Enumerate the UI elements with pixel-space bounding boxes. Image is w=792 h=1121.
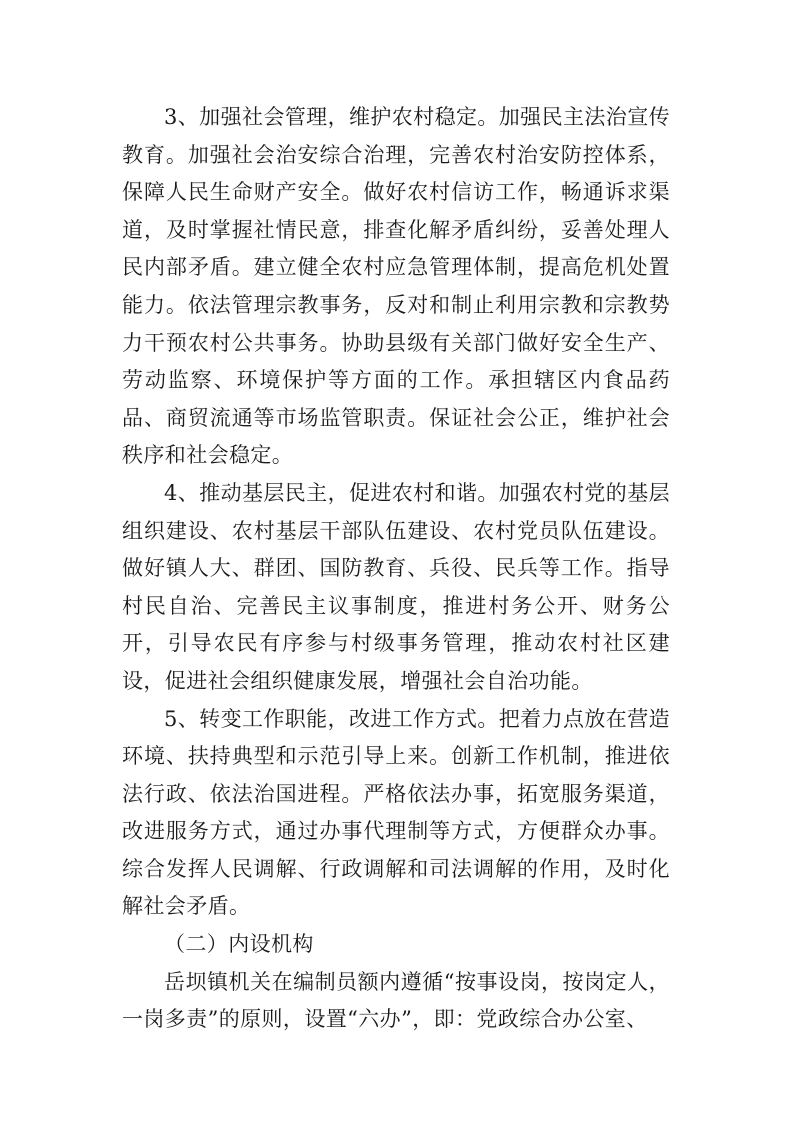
section-heading-internal-institutions: （二）内设机构 [164, 932, 314, 957]
paragraph-institution-setup: 岳坝镇机关在编制员额内遵循“按事设岗，按岗定人，一岗多责”的原则，设置“六办”，即：党政综合办公室、 [122, 969, 670, 1032]
paragraph-grassroots-democracy: 4、推动基层民主，促进农村和谐。加强农村党的基层组织建设、农村基层干部队伍建设、农村党员队伍建设。做好镇人大、群团、国防教育、兵役、民兵等工作。指导村民自治、完善民主议事制度，推进村务公开、财务公开，引导农民有序参与村级事务管理，推动农村社区建设，促进社会组织健康发展，增强社会自治功能。 [122, 480, 670, 693]
paragraph-social-management: 3、加强社会管理，维护农村稳定。加强民主法治宣传教育。加强社会治安综合治理，完善农村治安防控体系，保障人民生命财产安全。做好农村信访工作，畅通诉求渠道，及时掌握社情民意，排查化解矛盾纠纷，妥善处理人民内部矛盾。建立健全农村应急管理体制，提高危机处置能力。依法管理宗教事务，反对和制止利用宗教和宗教势力干预农村公共事务。协助县级有关部门做好安全生产、劳动监察、环境保护等方面的工作。承担辖区内食品药品、商贸流通等市场监管职责。保证社会公正，维护社会秩序和社会稳定。 [122, 105, 670, 468]
paragraph-work-functions: 5、转变工作职能，改进工作方式。把着力点放在营造环境、扶持典型和示范引导上来。创新工作机制，推进依法行政、依法治国进程。严格依法办事，拓宽服务渠道，改进服务方式，通过办事代理制等方式，方便群众办事。综合发挥人民调解、行政调解和司法调解的作用，及时化解社会矛盾。 [122, 706, 670, 919]
document-body [122, 99, 670, 1039]
